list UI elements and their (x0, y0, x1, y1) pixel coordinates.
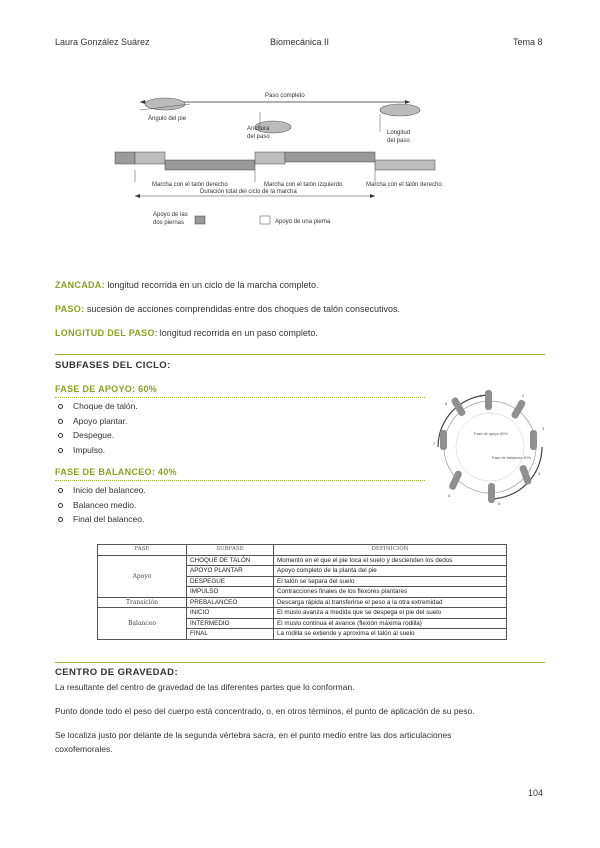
footprint-icon (145, 98, 185, 110)
svg-text:1: 1 (480, 393, 483, 398)
label-paso-completo: Paso completo (265, 93, 305, 99)
balanceo-list (55, 483, 146, 527)
centro-p2: Punto donde todo el peso del cuerpo está concentrado, o, en otros términos, el punto de aplicación de su peso. (55, 706, 475, 716)
apoyo-title: FASE DE APOYO: 60% (55, 384, 158, 394)
svg-text:Apoyo de una pierna: Apoyo de una pierna (275, 219, 331, 225)
balanceo-title: FASE DE BALANCEO: 40% (55, 467, 177, 477)
svg-text:Marcha con el talón derecho: Marcha con el talón derecho (152, 182, 228, 188)
svg-text:Duración total del ciclo de la: Duración total del ciclo de la marcha (200, 189, 297, 195)
list-item: Despegue. (55, 428, 138, 443)
list-item: Inicio del balanceo. (55, 483, 146, 498)
table-row: Balanceo INICIO El muslo avanza a medida que se despega el pie del suelo (98, 608, 507, 619)
svg-text:Marcha con el talón derecho: Marcha con el talón derecho (366, 182, 442, 188)
svg-text:del paso: del paso (247, 134, 270, 140)
table-row: DESPEGUE El talón se separa del suelo (98, 576, 507, 587)
centro-p1: La resultante del centro de gravedad de las diferentes partes que lo conforman. (55, 682, 355, 692)
section-rule (55, 662, 545, 663)
svg-text:8: 8 (445, 401, 448, 406)
header-subject: Biomecánica II (270, 37, 330, 47)
table-row: FINAL La rodilla se extiende y aproxima el talón al suelo (98, 629, 507, 640)
gait-circle-illustration (430, 385, 550, 510)
list-item: Apoyo plantar. (55, 414, 138, 429)
svg-text:2: 2 (522, 393, 525, 398)
apoyo-list (55, 399, 138, 457)
def-zancada: ZANCADA: longitud recorrida en un ciclo de la marcha completo. (55, 280, 319, 290)
svg-text:5: 5 (498, 501, 501, 506)
svg-text:4: 4 (538, 471, 541, 476)
svg-text:Marcha con el talón izquierdo: Marcha con el talón izquierdo (264, 182, 343, 188)
page-number: 104 (528, 788, 544, 798)
table-row: APOYO PLANTAR Apoyo completo de la planta del pie (98, 566, 507, 577)
legend-dos-swatch (195, 216, 205, 224)
legend-una-swatch (260, 216, 270, 224)
gait-cycle-diagram (110, 82, 470, 232)
svg-text:dos piernas: dos piernas (153, 220, 185, 226)
svg-text:Fase de apoyo 60%: Fase de apoyo 60% (474, 432, 508, 436)
def-paso: PASO: sucesión de acciones comprendidas entre dos choques de talón consecutivos. (55, 304, 401, 314)
centro-p3a: Se localiza justo por delante de la segunda vértebra sacra, en el punto medio entre las dos articulaciones (55, 730, 452, 740)
centro-title: CENTRO DE GRAVEDAD: (55, 667, 179, 678)
list-item: Balanceo medio. (55, 498, 146, 513)
svg-text:Anchura: Anchura (247, 126, 270, 132)
section-rule (55, 354, 545, 355)
centro-p3b: coxofemorales. (55, 744, 113, 754)
list-item: Final del balanceo. (55, 512, 146, 527)
table-row: IMPULSO Contracciones finales de los flexores plantares (98, 587, 507, 598)
svg-text:3: 3 (542, 426, 545, 431)
svg-text:del paso: del paso (387, 138, 410, 144)
list-item: Impulso. (55, 443, 138, 458)
svg-text:Fase de balanceo 40%: Fase de balanceo 40% (492, 456, 531, 460)
table-row: INTERMEDIO El muslo continua el avance (flexión máxima rodilla) (98, 618, 507, 629)
table-row: Transición PREBALANCEO Descarga rápida al transferirse el peso a la otra extremidad (98, 597, 507, 608)
def-longitud-paso: LONGITUD DEL PASO: longitud recorrida en un paso completo. (55, 328, 318, 338)
svg-text:Longitud: Longitud (387, 130, 411, 136)
subphase-table: FASE SUBFASE DEFINICIÓN Apoyo CHOQUE DE TALÓN Momento en el que el pie toca el suelo y descienden los dedos APOYO PLANTAR Apoyo completo de la planta del pie DESPEGUE El talón se separa del suelo IMPULSO Contracciones finales de los flexores plantares Transición PREBALANCEO Descarga rápida al transferirse el peso a la otra extremidad Balanceo INICIO El muslo avanza a medida que se despega el pie del suelo INTERMEDIO El muslo continua el avance (flexión máxima rodilla) FINAL La rodilla se extiende y aproxima el talón al suelo (97, 544, 507, 640)
svg-text:7: 7 (433, 441, 436, 446)
table-row: Apoyo CHOQUE DE TALÓN Momento en el que el pie toca el suelo y descienden los dedos (98, 555, 507, 566)
svg-text:Apoyo de las: Apoyo de las (153, 212, 188, 218)
list-item: Choque de talón. (55, 399, 138, 414)
header-topic: Tema 8 (513, 37, 543, 47)
header-author: Laura González Suárez (55, 37, 150, 47)
leg-silhouette-icon (440, 390, 537, 503)
label-angulo-pie: Ángulo del pie (148, 116, 187, 122)
footprint-icon (380, 104, 420, 116)
svg-text:6: 6 (448, 493, 451, 498)
subfases-title: SUBFASES DEL CICLO: (55, 360, 171, 371)
